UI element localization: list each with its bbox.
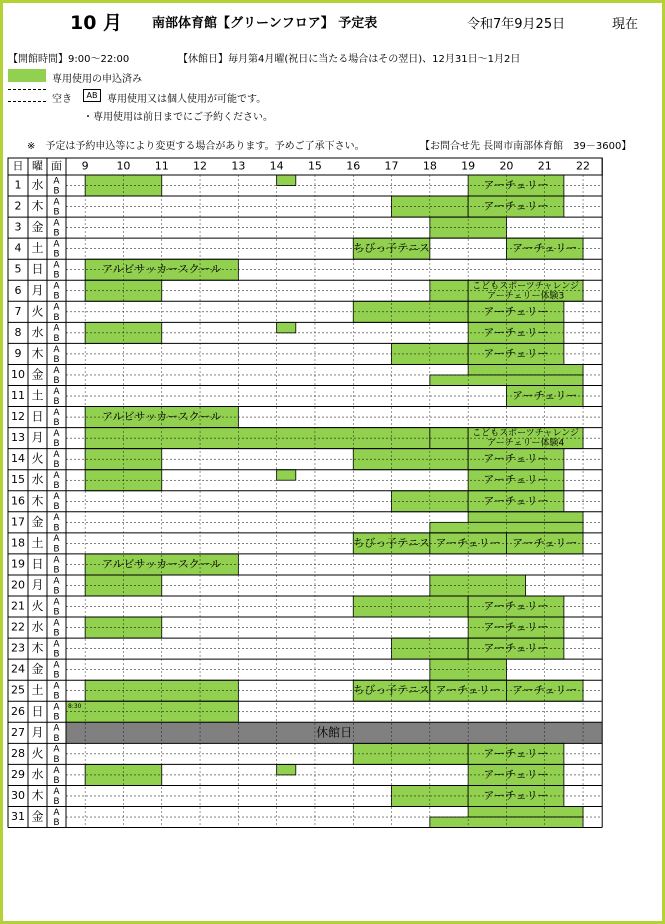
weekday-29: 水 [31, 767, 44, 782]
day-number-15: 15 [11, 473, 25, 487]
day-number-19: 19 [11, 557, 25, 571]
weekday-30: 木 [31, 788, 44, 803]
court-a-24: A [53, 660, 60, 671]
booking-label-2-1: アーチェリー [483, 199, 549, 213]
day-number-5: 5 [14, 262, 22, 276]
court-b-1: B [53, 186, 60, 197]
booking-label-29-2: アーチェリー [483, 767, 549, 781]
as-of-label: 現在 [612, 17, 639, 32]
court-a-11: A [53, 386, 60, 397]
court-b-20: B [53, 586, 60, 597]
weekday-22: 水 [31, 620, 44, 635]
day-number-30: 30 [11, 788, 25, 802]
booking-block-10-0 [468, 364, 583, 375]
court-a-10: A [53, 365, 60, 376]
court-b-25: B [53, 691, 60, 702]
court-b-26: B [53, 712, 60, 723]
header-hour-10: 10 [116, 159, 131, 173]
weekday-27: 月 [31, 725, 44, 740]
header-hour-19: 19 [461, 159, 476, 173]
date-label: 令和7年9月25日 [467, 17, 566, 32]
header-hour-18: 18 [422, 159, 437, 173]
weekday-14: 火 [31, 451, 44, 466]
weekday-5: 日 [31, 262, 44, 277]
booking-label-16-1: アーチェリー [483, 494, 549, 508]
booking-block-1-1 [277, 175, 296, 186]
booking-label-18-0: ちびっ子テニス [353, 536, 430, 550]
header-hour-22: 22 [576, 159, 591, 173]
day-number-27: 27 [11, 725, 25, 739]
court-b-7: B [53, 312, 60, 323]
day-number-24: 24 [11, 662, 25, 676]
court-b-30: B [53, 796, 60, 807]
booking-label-4-0: ちびっ子テニス [353, 241, 430, 255]
court-b-11: B [53, 396, 60, 407]
court-b-4: B [53, 249, 60, 260]
closed-days: 【休館日】毎月第4月曜(祝日に当たる場合はその翌日)、12月31日～1月2日 [178, 54, 521, 65]
court-a-14: A [53, 450, 60, 461]
booking-block-8-1 [277, 322, 296, 333]
booking-label-9-1: アーチェリー [483, 346, 549, 360]
booking-label-14-2: アーチェリー [483, 452, 549, 466]
legend-free-label: 空き [52, 94, 72, 105]
court-b-16: B [53, 502, 60, 513]
court-b-27: B [53, 733, 60, 744]
day-number-4: 4 [14, 241, 22, 255]
court-a-29: A [53, 765, 60, 776]
court-b-17: B [53, 523, 60, 534]
header-hour-17: 17 [384, 159, 399, 173]
day-number-25: 25 [11, 683, 25, 697]
court-b-24: B [53, 670, 60, 681]
header-hour-16: 16 [346, 159, 361, 173]
weekday-12: 日 [31, 409, 44, 424]
court-b-6: B [53, 291, 60, 302]
day-number-23: 23 [11, 641, 25, 655]
booking-label-23-1: アーチェリー [483, 641, 549, 655]
contact-info: 【お問合せ先 長岡市南部体育館 39－3600】 [420, 141, 632, 152]
court-a-1: A [53, 176, 60, 187]
booking-label-4-1: アーチェリー [512, 241, 578, 255]
booking-label-18-1: アーチェリー [435, 536, 501, 550]
month-label: 10 月 [70, 12, 123, 34]
day-number-3: 3 [14, 220, 22, 234]
day-number-16: 16 [11, 494, 25, 508]
court-a-31: A [53, 807, 60, 818]
court-b-5: B [53, 270, 60, 281]
schedule-note: ※ 予定は予約申込等により変更する場合があります。予めご了承下さい。 [27, 141, 365, 152]
court-a-28: A [53, 744, 60, 755]
court-b-21: B [53, 607, 60, 618]
court-b-29: B [53, 775, 60, 786]
header-hour-14: 14 [269, 159, 284, 173]
booking-label-30-1: アーチェリー [483, 788, 549, 802]
court-a-6: A [53, 281, 60, 292]
header-hour-9: 9 [81, 159, 89, 173]
weekday-13: 月 [31, 430, 44, 445]
header-court: 面 [51, 159, 62, 173]
day-number-29: 29 [11, 767, 25, 781]
booking-label-8-2: アーチェリー [483, 325, 549, 339]
weekday-2: 木 [31, 199, 44, 214]
booking-label-25-2: アーチェリー [435, 683, 501, 697]
weekday-21: 火 [31, 599, 44, 614]
booking-label-6-2-2: アーチェリー体験3 [487, 291, 565, 302]
booking-block-29-1 [277, 764, 296, 775]
court-a-4: A [53, 239, 60, 250]
booking-label-12-0: アルビサッカースクール [101, 410, 222, 424]
booking-label-25-1: ちびっ子テニス [353, 683, 430, 697]
booking-block-31-0 [468, 807, 583, 818]
booking-label-25-3: アーチェリー [512, 683, 578, 697]
weekday-10: 金 [31, 367, 44, 382]
court-a-2: A [53, 197, 60, 208]
court-a-15: A [53, 471, 60, 482]
day-number-21: 21 [11, 599, 25, 613]
court-a-18: A [53, 534, 60, 545]
day-number-8: 8 [14, 325, 22, 339]
court-b-31: B [53, 817, 60, 828]
booking-label-18-2: アーチェリー [512, 536, 578, 550]
day-number-26: 26 [11, 704, 25, 718]
weekday-23: 木 [31, 641, 44, 656]
court-b-2: B [53, 207, 60, 218]
weekday-16: 木 [31, 493, 44, 508]
weekday-28: 火 [31, 746, 44, 761]
day-number-22: 22 [11, 620, 25, 634]
weekday-1: 水 [31, 178, 44, 193]
booking-label-26-0: 8:30 [68, 702, 82, 710]
day-number-9: 9 [14, 346, 22, 360]
booking-label-22-1: アーチェリー [483, 620, 549, 634]
booking-label-7-1: アーチェリー [483, 304, 549, 318]
closed-label-27: 休館日 [316, 725, 353, 740]
ab-badge: AB [83, 89, 101, 102]
day-number-11: 11 [11, 389, 25, 403]
booking-label-11-0: アーチェリー [512, 389, 578, 403]
court-a-26: A [53, 702, 60, 713]
court-a-27: A [53, 723, 60, 734]
booking-block-15-1 [277, 470, 296, 481]
court-a-19: A [53, 555, 60, 566]
day-number-18: 18 [11, 536, 25, 550]
header-hour-15: 15 [307, 159, 322, 173]
weekday-26: 日 [31, 704, 44, 719]
opening-hours: 【開館時間】9:00～22:00 [8, 54, 130, 65]
court-a-7: A [53, 302, 60, 313]
booking-label-1-2: アーチェリー [483, 178, 549, 192]
legend-ab-note: 専用使用又は個人使用が可能です。 [107, 94, 267, 105]
day-number-7: 7 [14, 304, 22, 318]
day-number-13: 13 [11, 431, 25, 445]
court-b-8: B [53, 333, 60, 344]
weekday-18: 土 [31, 535, 44, 550]
day-number-17: 17 [11, 515, 25, 529]
booking-label-15-2: アーチェリー [483, 473, 549, 487]
court-a-21: A [53, 597, 60, 608]
day-number-14: 14 [11, 452, 25, 466]
day-number-12: 12 [11, 410, 25, 424]
court-b-15: B [53, 481, 60, 492]
court-a-12: A [53, 407, 60, 418]
booking-label-28-1: アーチェリー [483, 746, 549, 760]
court-b-18: B [53, 544, 60, 555]
weekday-4: 土 [31, 241, 44, 256]
booking-label-5-0: アルビサッカースクール [101, 262, 222, 276]
weekday-8: 水 [31, 325, 44, 340]
court-b-10: B [53, 375, 60, 386]
court-b-28: B [53, 754, 60, 765]
court-a-8: A [53, 323, 60, 334]
court-b-12: B [53, 418, 60, 429]
day-number-1: 1 [14, 178, 22, 192]
court-a-20: A [53, 576, 60, 587]
weekday-6: 月 [31, 283, 44, 298]
booking-label-13-2-1: こどもスポーツチャレンジ [472, 428, 580, 439]
booking-label-6-2-1: こどもスポーツチャレンジ [472, 281, 580, 292]
day-number-10: 10 [11, 367, 25, 381]
court-a-13: A [53, 428, 60, 439]
booking-label-19-0: アルビサッカースクール [101, 557, 222, 571]
day-number-31: 31 [11, 810, 25, 824]
weekday-15: 水 [31, 472, 44, 487]
header-weekday: 曜 [32, 159, 43, 173]
court-b-3: B [53, 228, 60, 239]
booking-label-21-1: アーチェリー [483, 599, 549, 613]
header-hour-11: 11 [154, 159, 169, 173]
weekday-24: 金 [31, 662, 44, 677]
legend-reservation-note: ・専用使用は前日までにご予約ください。 [83, 112, 273, 123]
day-number-2: 2 [14, 199, 22, 213]
page-title: 南部体育館【グリーンフロア】 予定表 [152, 16, 378, 31]
legend-booked-label: 専用使用の申込済み [52, 74, 142, 85]
weekday-19: 日 [31, 556, 44, 571]
weekday-11: 土 [31, 388, 44, 403]
court-b-23: B [53, 649, 60, 660]
weekday-3: 金 [31, 220, 44, 235]
court-a-23: A [53, 639, 60, 650]
day-number-6: 6 [14, 283, 22, 297]
weekday-9: 木 [31, 346, 44, 361]
day-number-20: 20 [11, 578, 25, 592]
booking-block-17-0 [468, 512, 583, 523]
weekday-17: 金 [31, 514, 44, 529]
day-number-28: 28 [11, 746, 25, 760]
court-b-14: B [53, 460, 60, 471]
court-a-17: A [53, 513, 60, 524]
court-a-30: A [53, 786, 60, 797]
court-b-22: B [53, 628, 60, 639]
court-a-22: A [53, 618, 60, 629]
weekday-31: 金 [31, 809, 44, 824]
header-hour-13: 13 [231, 159, 246, 173]
header-hour-12: 12 [193, 159, 208, 173]
court-b-13: B [53, 439, 60, 450]
header-hour-21: 21 [537, 159, 552, 173]
court-a-5: A [53, 260, 60, 271]
weekday-7: 火 [31, 304, 44, 319]
booking-label-13-2-2: アーチェリー体験4 [487, 438, 565, 449]
court-a-16: A [53, 492, 60, 503]
weekday-25: 土 [31, 683, 44, 698]
booking-block-31-1 [430, 817, 583, 828]
header-day: 日 [12, 159, 24, 173]
court-a-25: A [53, 681, 60, 692]
court-b-19: B [53, 565, 60, 576]
header-hour-20: 20 [499, 159, 514, 173]
court-a-9: A [53, 344, 60, 355]
court-a-3: A [53, 218, 60, 229]
court-b-9: B [53, 354, 60, 365]
weekday-20: 月 [31, 577, 44, 592]
